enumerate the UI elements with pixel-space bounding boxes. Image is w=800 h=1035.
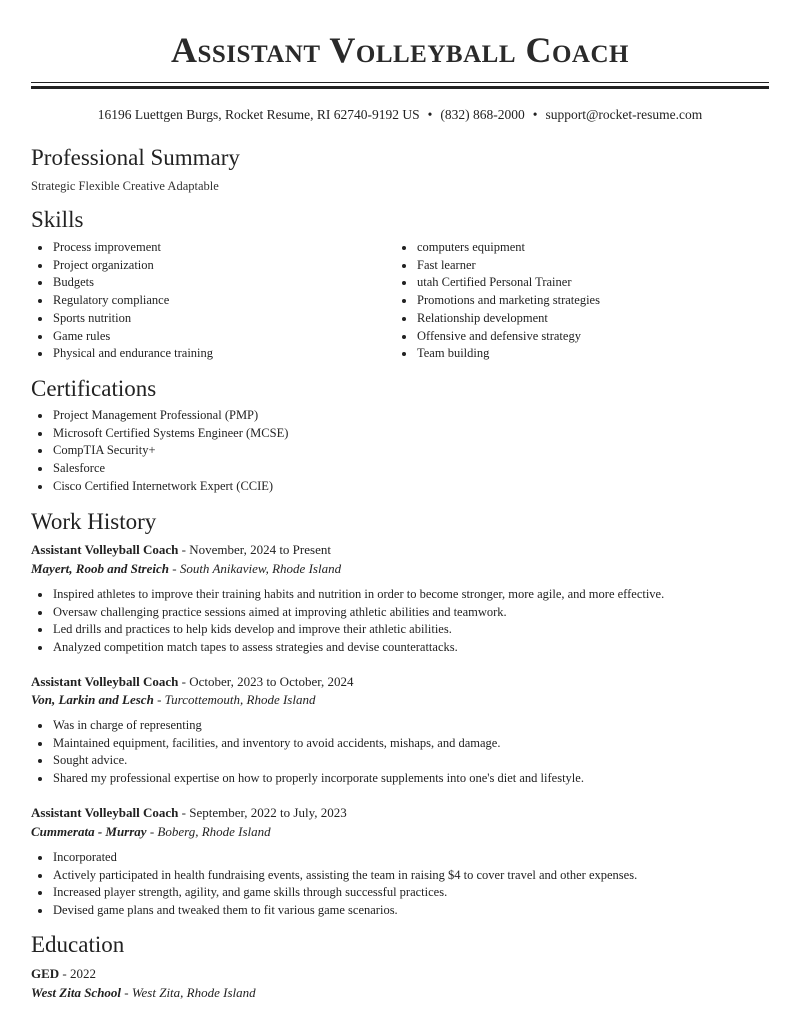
education-degree: GED bbox=[31, 966, 60, 981]
job-bullets bbox=[31, 586, 664, 657]
skill-item: Regulatory compliance bbox=[31, 292, 213, 310]
job-employer-line: Von, Larkin and Lesch - Turcottemouth, Rhode Island bbox=[31, 692, 316, 707]
contact-address: 16196 Luettgen Burgs, Rocket Resume, RI 62740-9192 US bbox=[97, 107, 420, 122]
job-employer: Von, Larkin and Lesch bbox=[31, 692, 154, 707]
certifications-heading: Certifications bbox=[31, 376, 157, 401]
job-title: Assistant Volleyball Coach bbox=[31, 805, 179, 820]
job-bullet: Sought advice. bbox=[31, 752, 584, 770]
education-school-line: West Zita School - West Zita, Rhode Island bbox=[31, 985, 256, 1000]
page-title: Assistant Volleyball Coach bbox=[171, 30, 629, 70]
skill-item: Budgets bbox=[31, 274, 213, 292]
job-dates: October, 2023 to October, 2024 bbox=[189, 674, 354, 689]
education-degree-line: GED - 2022 bbox=[31, 966, 97, 981]
job-title: Assistant Volleyball Coach bbox=[31, 542, 179, 557]
contact-line bbox=[0, 106, 800, 124]
skill-item: Promotions and marketing strategies bbox=[395, 292, 600, 310]
job-location: South Anikaview, Rhode Island bbox=[179, 561, 342, 576]
skill-item: Sports nutrition bbox=[31, 310, 213, 328]
job-bullet: Actively participated in health fundraising events, assisting the team in raising $4 to cover travel and other expenses. bbox=[31, 867, 637, 885]
job-employer: Mayert, Roob and Streich bbox=[31, 561, 169, 576]
skill-item: Physical and endurance training bbox=[31, 345, 213, 363]
job-bullet: Shared my professional expertise on how to properly incorporate supplements into one's diet and lifestyle. bbox=[31, 770, 584, 788]
job-title-line: Assistant Volleyball Coach - September, 2022 to July, 2023 bbox=[31, 805, 347, 820]
header-divider-thin bbox=[31, 82, 769, 83]
job-location: Turcottemouth, Rhode Island bbox=[164, 692, 316, 707]
summary-heading: Professional Summary bbox=[31, 145, 240, 170]
skill-item: utah Certified Personal Trainer bbox=[395, 274, 600, 292]
summary-text: Strategic Flexible Creative Adaptable bbox=[31, 179, 219, 193]
job-bullet: Led drills and practices to help kids develop and improve their athletic abilities. bbox=[31, 621, 664, 639]
job-employer-line: Mayert, Roob and Streich - South Anikaview, Rhode Island bbox=[31, 561, 342, 576]
skill-item: Fast learner bbox=[395, 257, 600, 275]
skill-item: Project organization bbox=[31, 257, 213, 275]
header-divider-thick bbox=[31, 86, 769, 89]
job-dates: September, 2022 to July, 2023 bbox=[189, 805, 347, 820]
job-bullet: Inspired athletes to improve their training habits and nutrition in order to become stronger, more agile, and more effective. bbox=[31, 586, 664, 604]
job-bullet: Increased player strength, agility, and game skills through successful practices. bbox=[31, 884, 637, 902]
certifications-list bbox=[31, 407, 288, 496]
contact-email: support@rocket-resume.com bbox=[545, 107, 703, 122]
skill-item: Team building bbox=[395, 345, 600, 363]
job-bullet: Oversaw challenging practice sessions aimed at improving athletic abilities and teamwork. bbox=[31, 604, 664, 622]
job-bullet: Maintained equipment, facilities, and inventory to avoid accidents, mishaps, and damage. bbox=[31, 735, 584, 753]
job-bullets bbox=[31, 849, 637, 920]
certification-item: Cisco Certified Internetwork Expert (CCIE) bbox=[31, 478, 288, 496]
job-bullets bbox=[31, 717, 584, 788]
job-bullet: Analyzed competition match tapes to assess strategies and devise counterattacks. bbox=[31, 639, 664, 657]
certification-item: Salesforce bbox=[31, 460, 288, 478]
job-dates: November, 2024 to Present bbox=[189, 542, 331, 557]
job-title-line: Assistant Volleyball Coach - October, 2023 to October, 2024 bbox=[31, 674, 354, 689]
skill-item: Offensive and defensive strategy bbox=[395, 328, 600, 346]
job-bullet: Was in charge of representing bbox=[31, 717, 584, 735]
skill-item: Relationship development bbox=[395, 310, 600, 328]
education-school: West Zita School bbox=[31, 985, 122, 1000]
certification-item: CompTIA Security+ bbox=[31, 442, 288, 460]
job-title-line: Assistant Volleyball Coach - November, 2024 to Present bbox=[31, 542, 331, 557]
job-bullet: Incorporated bbox=[31, 849, 637, 867]
contact-separator: • bbox=[532, 107, 538, 122]
skill-item: Process improvement bbox=[31, 239, 213, 257]
skill-item: Game rules bbox=[31, 328, 213, 346]
certification-item: Project Management Professional (PMP) bbox=[31, 407, 288, 425]
education-location: West Zita, Rhode Island bbox=[131, 985, 256, 1000]
job-bullet: Devised game plans and tweaked them to fit various game scenarios. bbox=[31, 902, 637, 920]
job-title: Assistant Volleyball Coach bbox=[31, 674, 179, 689]
skills-list-left bbox=[31, 239, 213, 363]
job-employer: Cummerata - Murray bbox=[31, 824, 147, 839]
education-heading: Education bbox=[31, 932, 125, 957]
certification-item: Microsoft Certified Systems Engineer (MCSE) bbox=[31, 425, 288, 443]
skill-item: computers equipment bbox=[395, 239, 600, 257]
job-location: Boberg, Rhode Island bbox=[157, 824, 271, 839]
work-history-heading: Work History bbox=[31, 509, 157, 534]
skills-heading: Skills bbox=[31, 207, 84, 232]
contact-phone: (832) 868-2000 bbox=[440, 107, 525, 122]
education-year: 2022 bbox=[70, 966, 97, 981]
skills-list-right bbox=[395, 239, 600, 363]
job-employer-line: Cummerata - Murray - Boberg, Rhode Island bbox=[31, 824, 271, 839]
contact-separator: • bbox=[427, 107, 433, 122]
